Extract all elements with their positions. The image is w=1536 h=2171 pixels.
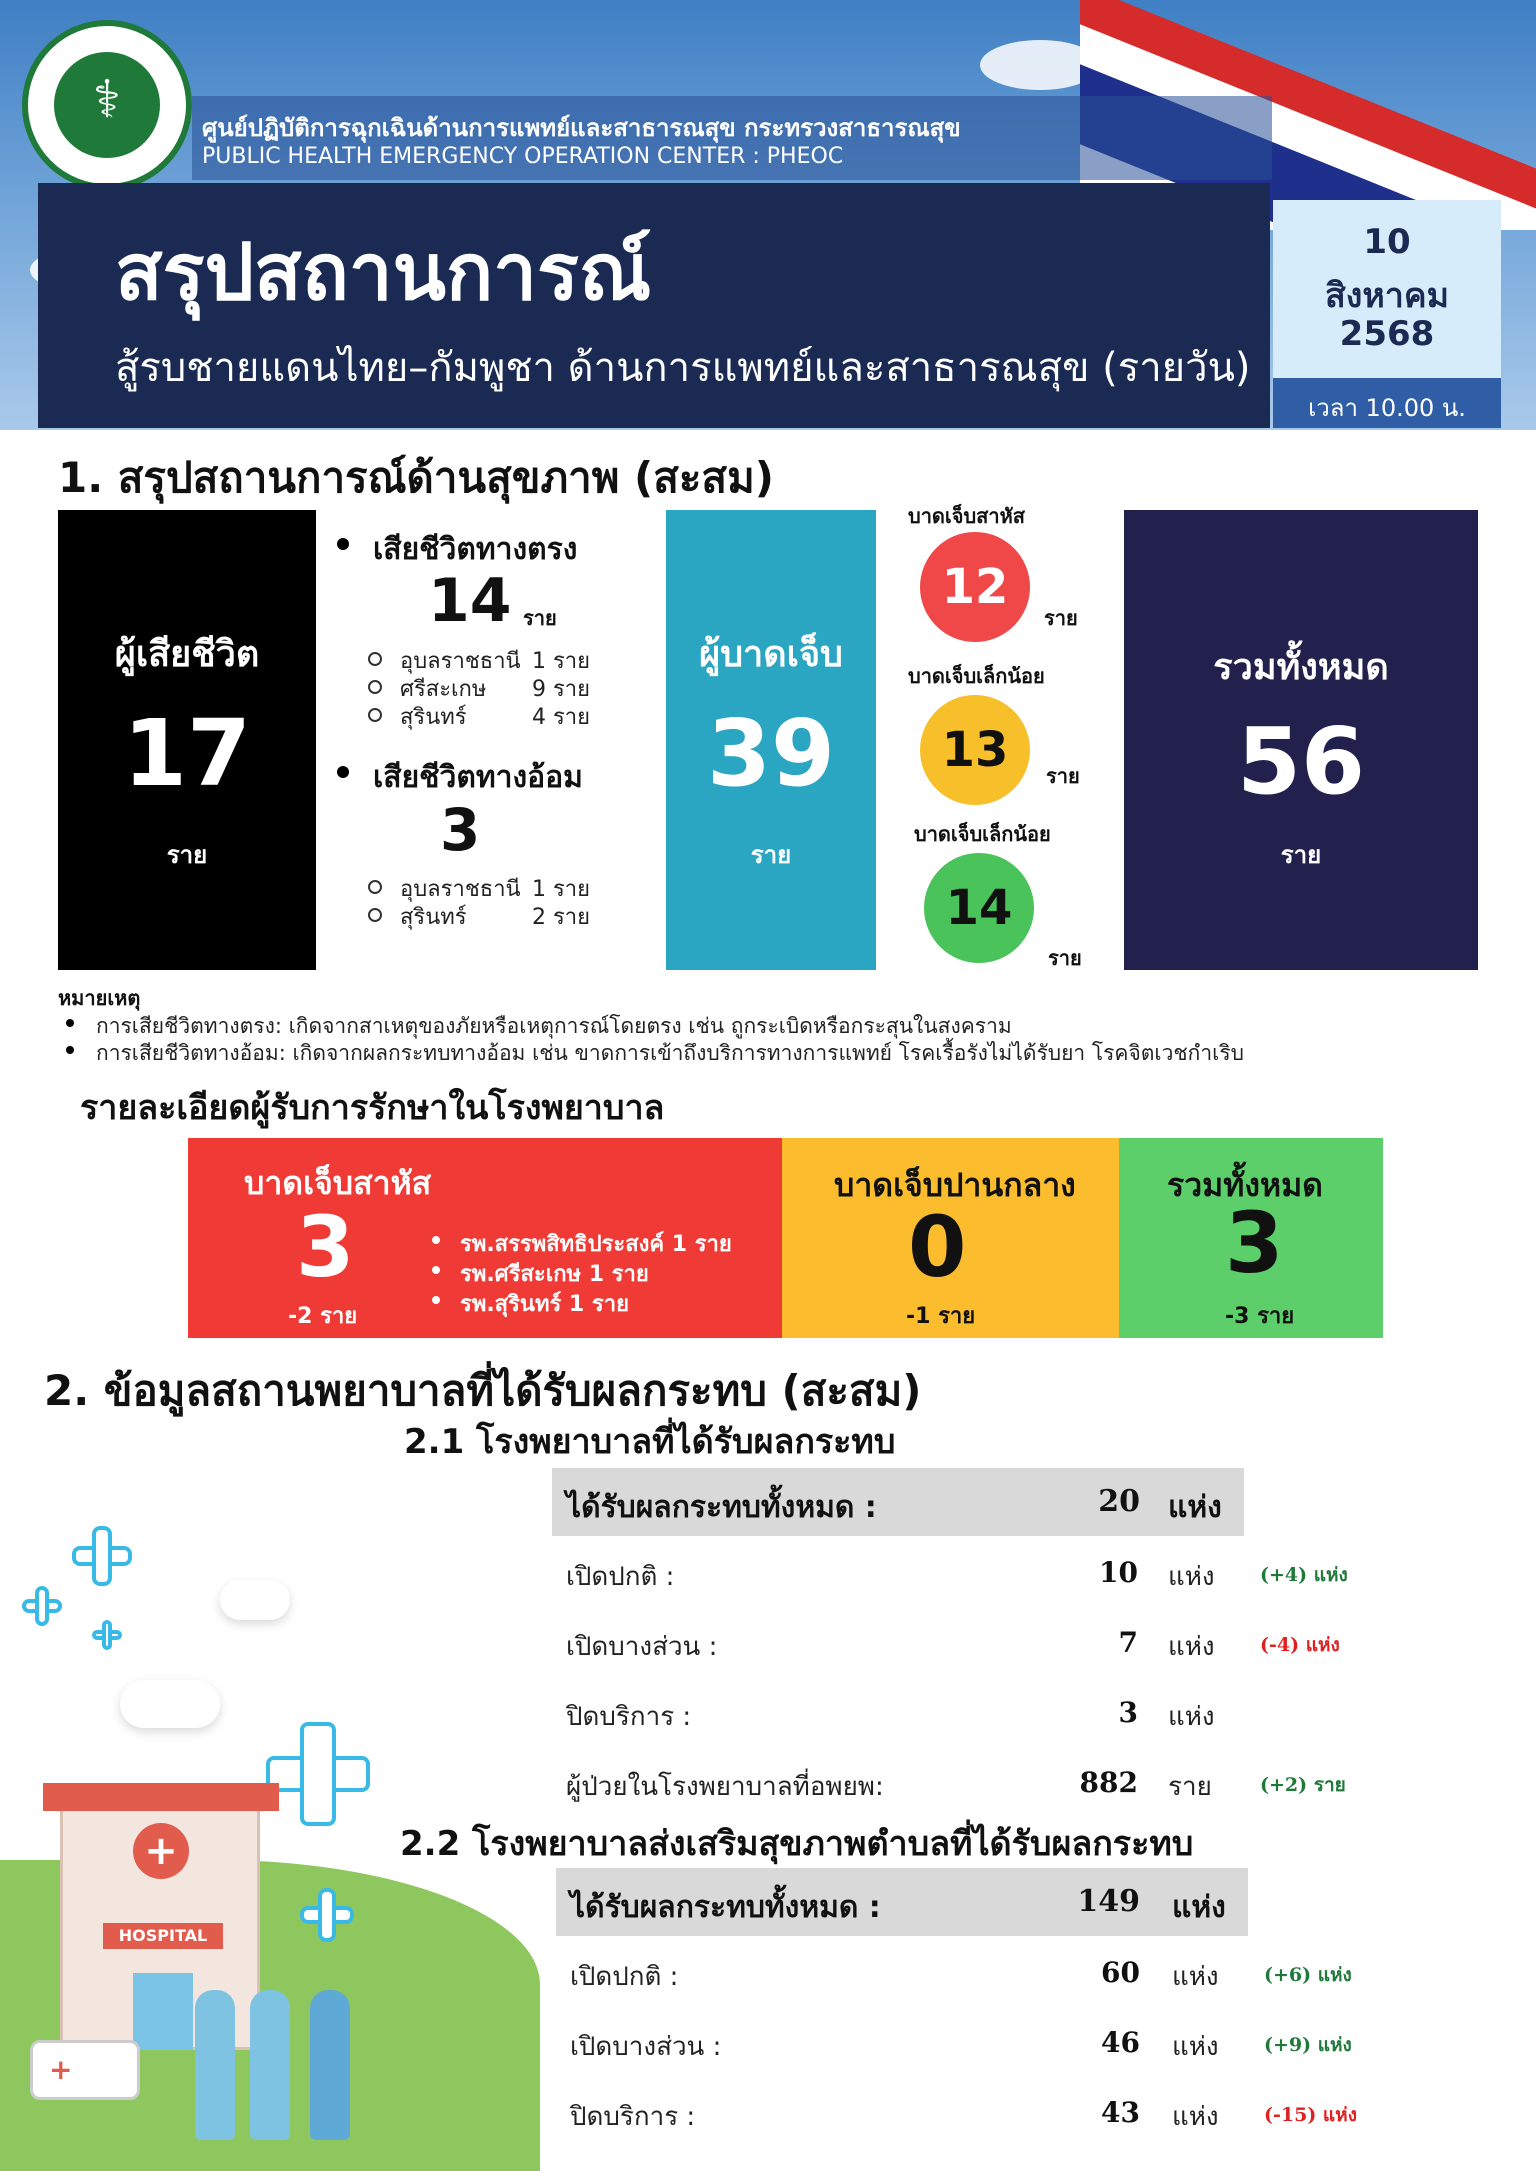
bullet bbox=[337, 766, 349, 778]
subdistrict-total-label: ได้รับผลกระทบทั้งหมด : bbox=[570, 1890, 881, 1925]
bullet bbox=[337, 538, 349, 550]
deaths-value: 17 bbox=[122, 700, 252, 807]
medical-cross-icon bbox=[72, 1526, 132, 1586]
bullet bbox=[432, 1236, 440, 1244]
minor-injury-caption: บาดเจ็บเล็กน้อย bbox=[908, 664, 1045, 688]
red-cross-icon: + bbox=[133, 1823, 189, 1879]
hospitals-row-value: 10 bbox=[1099, 1556, 1138, 1589]
subdistrict-row-unit: แห่ง bbox=[1172, 1962, 1219, 1992]
total-hospital-label: รวมทั้งหมด bbox=[1167, 1166, 1323, 1204]
province-count: 1 ราย bbox=[532, 649, 591, 674]
sub-bullet bbox=[368, 880, 382, 894]
subdistrict-row-label: เปิดปกติ : bbox=[570, 1962, 679, 1992]
direct-deaths-label: เสียชีวิตทางตรง bbox=[373, 532, 578, 567]
moderate-hospital-label: บาดเจ็บปานกลาง bbox=[834, 1166, 1076, 1204]
minor-injury-caption-2: บาดเจ็บเล็กน้อย bbox=[914, 822, 1051, 846]
subdistrict-row-change: (+9) แห่ง bbox=[1264, 2034, 1352, 2056]
hospitals-row-label: ปิดบริการ : bbox=[566, 1702, 692, 1732]
hospitals-total-unit: แห่ง bbox=[1168, 1490, 1222, 1525]
note-item: การเสียชีวิตทางอ้อม: เกิดจากผลกระทบทางอ้อม เช่น ขาดการเข้าถึงบริการทางการแพทย์ โรคเรื้อรังไม่ได้รับยา โรคจิตเวชกำเริบ bbox=[96, 1041, 1244, 1065]
hospitals-row-label: ผู้ป่วยในโรงพยาบาลที่อพยพ: bbox=[566, 1772, 884, 1802]
direct-deaths-unit: ราย bbox=[523, 606, 557, 630]
hospitals-row-unit: แห่ง bbox=[1168, 1562, 1215, 1592]
hospitals-row-unit: แห่ง bbox=[1168, 1632, 1215, 1662]
hospital-list-item: รพ.สรรพสิทธิประสงค์ 1 ราย bbox=[460, 1232, 732, 1257]
subdistrict-row-value: 60 bbox=[1101, 1956, 1140, 1989]
bullet bbox=[66, 1046, 74, 1054]
hospitals-row-change: (+4) แห่ง bbox=[1260, 1564, 1348, 1586]
subdistrict-row-unit: แห่ง bbox=[1172, 2032, 1219, 2062]
hospitals-subsection-title: 2.1 โรงพยาบาลที่ได้รับผลกระทบ bbox=[404, 1422, 896, 1462]
subdistrict-row-unit: แห่ง bbox=[1172, 2102, 1219, 2132]
sub-bullet bbox=[368, 708, 382, 722]
severe-injury-unit: ราย bbox=[1044, 606, 1078, 630]
injured-box bbox=[666, 510, 876, 970]
hospitals-row-change: (+2) ราย bbox=[1260, 1774, 1346, 1796]
total-hospital-change: -3 ราย bbox=[1225, 1304, 1295, 1329]
minor-injury-unit: ราย bbox=[1046, 764, 1080, 788]
date-month: สิงหาคม bbox=[1324, 276, 1449, 316]
hospital-list-item: รพ.สุรินทร์ 1 ราย bbox=[460, 1292, 629, 1317]
province-name: สุรินทร์ bbox=[400, 705, 467, 730]
indirect-deaths-value: 3 bbox=[440, 796, 481, 864]
hospital-detail-title: รายละเอียดผู้รับการรักษาในโรงพยาบาล bbox=[80, 1088, 665, 1128]
date-year: 2568 bbox=[1339, 314, 1435, 354]
section-2-title: 2. ข้อมูลสถานพยาบาลที่ได้รับผลกระทบ (สะสม) bbox=[44, 1366, 922, 1415]
hospitals-row-label: เปิดบางส่วน : bbox=[566, 1632, 718, 1662]
province-name: ศรีสะเกษ bbox=[400, 677, 487, 702]
province-count: 4 ราย bbox=[532, 705, 591, 730]
cloud-decoration bbox=[220, 1580, 290, 1620]
hospitals-total-label: ได้รับผลกระทบทั้งหมด : bbox=[566, 1490, 877, 1525]
hospitals-row-unit: แห่ง bbox=[1168, 1702, 1215, 1732]
medic-figure bbox=[310, 1990, 350, 2140]
severe-hospital-label: บาดเจ็บสาหัส bbox=[244, 1164, 432, 1202]
severe-hospital-value: 3 bbox=[296, 1198, 355, 1296]
province-name: สุรินทร์ bbox=[400, 905, 467, 930]
total-hospital-value: 3 bbox=[1225, 1194, 1284, 1292]
subdistrict-row-label: ปิดบริการ : bbox=[570, 2102, 696, 2132]
total-label: รวมทั้งหมด bbox=[1213, 647, 1389, 688]
org-name-thai: ศูนย์ปฏิบัติการฉุกเฉินด้านการแพทย์และสาธารณสุข กระทรวงสาธารณสุข bbox=[202, 114, 961, 142]
hospitals-row-change: (-4) แห่ง bbox=[1260, 1634, 1340, 1656]
moderate-hospital-panel bbox=[782, 1138, 1119, 1338]
medical-cross-icon bbox=[266, 1722, 370, 1826]
hospitals-total-value: 20 bbox=[1098, 1484, 1140, 1519]
province-count: 9 ราย bbox=[532, 677, 591, 702]
subdistrict-total-unit: แห่ง bbox=[1172, 1890, 1226, 1925]
ministry-logo bbox=[22, 20, 192, 190]
page-subtitle: สู้รบชายแดนไทย–กัมพูชา ด้านการแพทย์และสาธารณสุข (รายวัน) bbox=[115, 345, 1251, 391]
total-hospital-panel bbox=[1119, 1138, 1383, 1338]
nurse-figure bbox=[250, 1990, 290, 2140]
minor-injury-circle-2: 14 bbox=[924, 853, 1034, 963]
minor-injury-circle: 13 bbox=[920, 695, 1030, 805]
bullet bbox=[432, 1296, 440, 1304]
hospitals-row-label: เปิดปกติ : bbox=[566, 1562, 675, 1592]
province-name: อุบลราชธานี bbox=[400, 877, 521, 902]
date-day: 10 bbox=[1363, 222, 1411, 262]
red-cross-icon: + bbox=[49, 2053, 73, 2086]
sub-bullet bbox=[368, 908, 382, 922]
minor-injury-unit-2: ราย bbox=[1048, 946, 1082, 970]
severe-hospital-panel bbox=[188, 1138, 782, 1338]
injured-unit: ราย bbox=[750, 841, 792, 869]
medical-cross-icon bbox=[92, 1620, 122, 1650]
total-box bbox=[1124, 510, 1478, 970]
cloud-decoration bbox=[120, 1680, 220, 1728]
doctor-figure bbox=[195, 1990, 235, 2140]
deaths-box bbox=[58, 510, 316, 970]
subdistrict-row-change: (+6) แห่ง bbox=[1264, 1964, 1352, 1986]
hospitals-row-value: 882 bbox=[1079, 1766, 1138, 1799]
subdistrict-row-change: (-15) แห่ง bbox=[1264, 2104, 1357, 2126]
subdistrict-row-value: 43 bbox=[1101, 2096, 1140, 2129]
indirect-deaths-label: เสียชีวิตทางอ้อม bbox=[373, 760, 583, 795]
injured-label: ผู้บาดเจ็บ bbox=[699, 634, 843, 675]
medical-cross-icon bbox=[22, 1586, 62, 1626]
severe-injury-circle: 12 bbox=[920, 532, 1030, 642]
subdistrict-row-label: เปิดบางส่วน : bbox=[570, 2032, 722, 2062]
subdistrict-subsection-title: 2.2 โรงพยาบาลส่งเสริมสุขภาพตำบลที่ได้รับผลกระทบ bbox=[400, 1824, 1194, 1864]
severe-injury-caption: บาดเจ็บสาหัส bbox=[908, 504, 1025, 528]
note-item: การเสียชีวิตทางตรง: เกิดจากสาเหตุของภัยหรือเหตุการณ์โดยตรง เช่น ถูกระเบิดหรือกระสุนในสงคราม bbox=[96, 1014, 1012, 1038]
deaths-label: ผู้เสียชีวิต bbox=[114, 634, 260, 675]
deaths-unit: ราย bbox=[166, 841, 208, 869]
subdistrict-row-value: 46 bbox=[1101, 2026, 1140, 2059]
medical-cross-icon bbox=[300, 1888, 354, 1942]
hospital-list-item: รพ.ศรีสะเกษ 1 ราย bbox=[460, 1262, 649, 1287]
sub-bullet bbox=[368, 652, 382, 666]
province-count: 1 ราย bbox=[532, 877, 591, 902]
hospitals-row-value: 3 bbox=[1118, 1696, 1138, 1729]
total-unit: ราย bbox=[1280, 841, 1322, 869]
total-value: 56 bbox=[1236, 708, 1366, 815]
direct-deaths-value: 14 bbox=[428, 566, 512, 636]
section-1-title: 1. สรุปสถานการณ์ด้านสุขภาพ (สะสม) bbox=[58, 453, 774, 502]
date-box bbox=[1273, 200, 1501, 378]
province-count: 2 ราย bbox=[532, 905, 591, 930]
subdistrict-total-value: 149 bbox=[1077, 1884, 1140, 1919]
ambulance-illustration bbox=[30, 2040, 140, 2100]
sub-bullet bbox=[368, 680, 382, 694]
severe-hospital-change: -2 ราย bbox=[288, 1304, 358, 1329]
page-title: สรุปสถานการณ์ bbox=[115, 228, 652, 318]
hospital-sign: HOSPITAL bbox=[103, 1923, 223, 1949]
report-time: เวลา 10.00 น. bbox=[1308, 394, 1466, 422]
province-name: อุบลราชธานี bbox=[400, 649, 521, 674]
bullet bbox=[66, 1019, 74, 1027]
moderate-hospital-value: 0 bbox=[908, 1198, 967, 1296]
moderate-hospital-change: -1 ราย bbox=[906, 1304, 976, 1329]
injured-value: 39 bbox=[706, 700, 836, 807]
hospitals-row-unit: ราย bbox=[1168, 1772, 1212, 1802]
hospitals-row-value: 7 bbox=[1118, 1626, 1138, 1659]
org-name-english: PUBLIC HEALTH EMERGENCY OPERATION CENTER : PHEOC bbox=[202, 144, 844, 169]
bullet bbox=[432, 1266, 440, 1274]
notes-heading: หมายเหตุ bbox=[58, 986, 141, 1010]
caduceus-icon: ⚕ bbox=[92, 70, 122, 130]
